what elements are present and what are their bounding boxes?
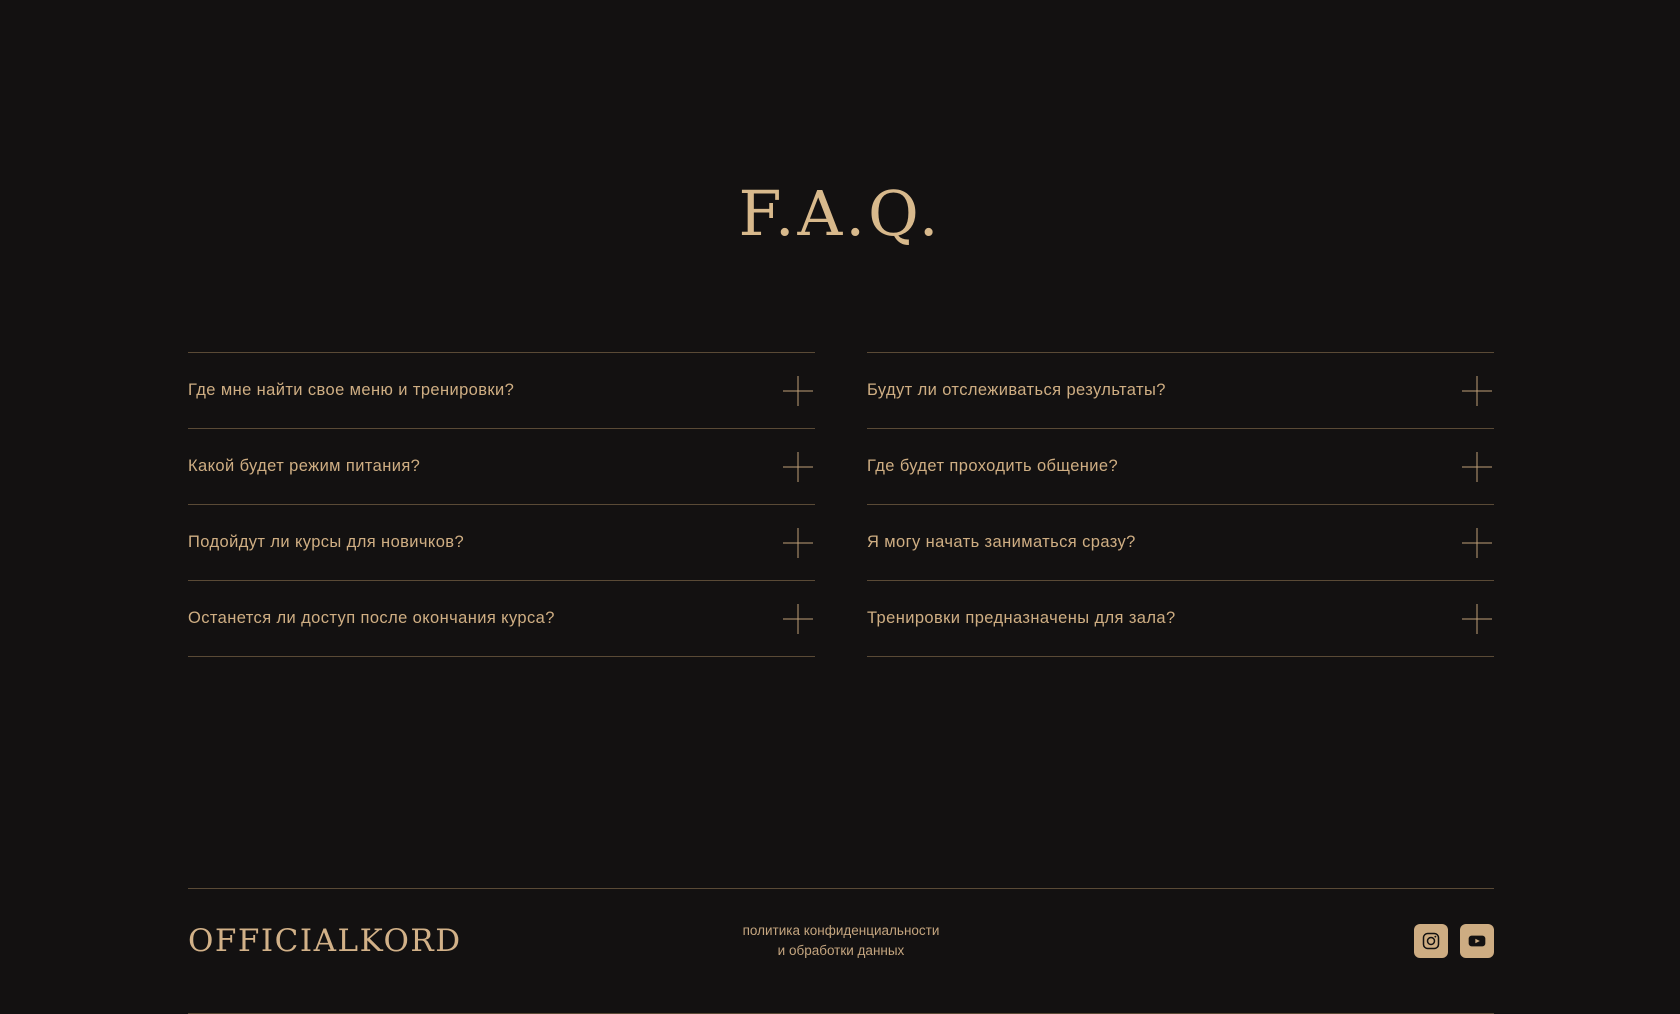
instagram-icon[interactable] bbox=[1414, 924, 1448, 958]
faq-question: Тренировки предназначены для зала? bbox=[867, 608, 1176, 627]
faq-question: Подойдут ли курсы для новичков? bbox=[188, 532, 465, 551]
faq-item[interactable] bbox=[867, 504, 1494, 580]
faq-question: Я могу начать заниматься сразу? bbox=[867, 532, 1136, 551]
faq-item[interactable] bbox=[188, 352, 815, 428]
privacy-policy-line-1: политика конфиденциальности bbox=[742, 923, 940, 939]
social-links bbox=[1414, 924, 1494, 958]
faq-item[interactable] bbox=[867, 428, 1494, 504]
faq-item[interactable] bbox=[188, 428, 815, 504]
faq-question: Останется ли доступ после окончания курса? bbox=[188, 608, 555, 627]
faq-column-left bbox=[188, 352, 815, 657]
plus-icon[interactable] bbox=[1462, 376, 1492, 406]
youtube-icon[interactable] bbox=[1460, 924, 1494, 958]
footer bbox=[188, 888, 1494, 1014]
plus-icon[interactable] bbox=[783, 452, 813, 482]
plus-icon[interactable] bbox=[1462, 528, 1492, 558]
page-title: F.A.Q. bbox=[738, 177, 942, 250]
faq-question: Какой будет режим питания? bbox=[188, 456, 421, 475]
faq-item[interactable] bbox=[188, 504, 815, 580]
plus-icon[interactable] bbox=[783, 528, 813, 558]
faq-question: Где будет проходить общение? bbox=[867, 456, 1119, 475]
faq-section bbox=[188, 352, 1494, 657]
brand-logo[interactable]: OFFICIALKORD bbox=[188, 923, 462, 959]
faq-question: Где мне найти свое меню и тренировки? bbox=[188, 380, 515, 399]
faq-question: Будут ли отслеживаться результаты? bbox=[867, 380, 1166, 399]
faq-item[interactable] bbox=[867, 580, 1494, 657]
plus-icon[interactable] bbox=[1462, 452, 1492, 482]
plus-icon[interactable] bbox=[1462, 604, 1492, 634]
privacy-policy-line-2: и обработки данных bbox=[777, 943, 905, 958]
faq-item[interactable] bbox=[867, 352, 1494, 428]
privacy-policy-link[interactable] bbox=[743, 921, 940, 960]
plus-icon[interactable] bbox=[783, 604, 813, 634]
plus-icon[interactable] bbox=[783, 376, 813, 406]
faq-column-right bbox=[867, 352, 1494, 657]
faq-item[interactable] bbox=[188, 580, 815, 657]
